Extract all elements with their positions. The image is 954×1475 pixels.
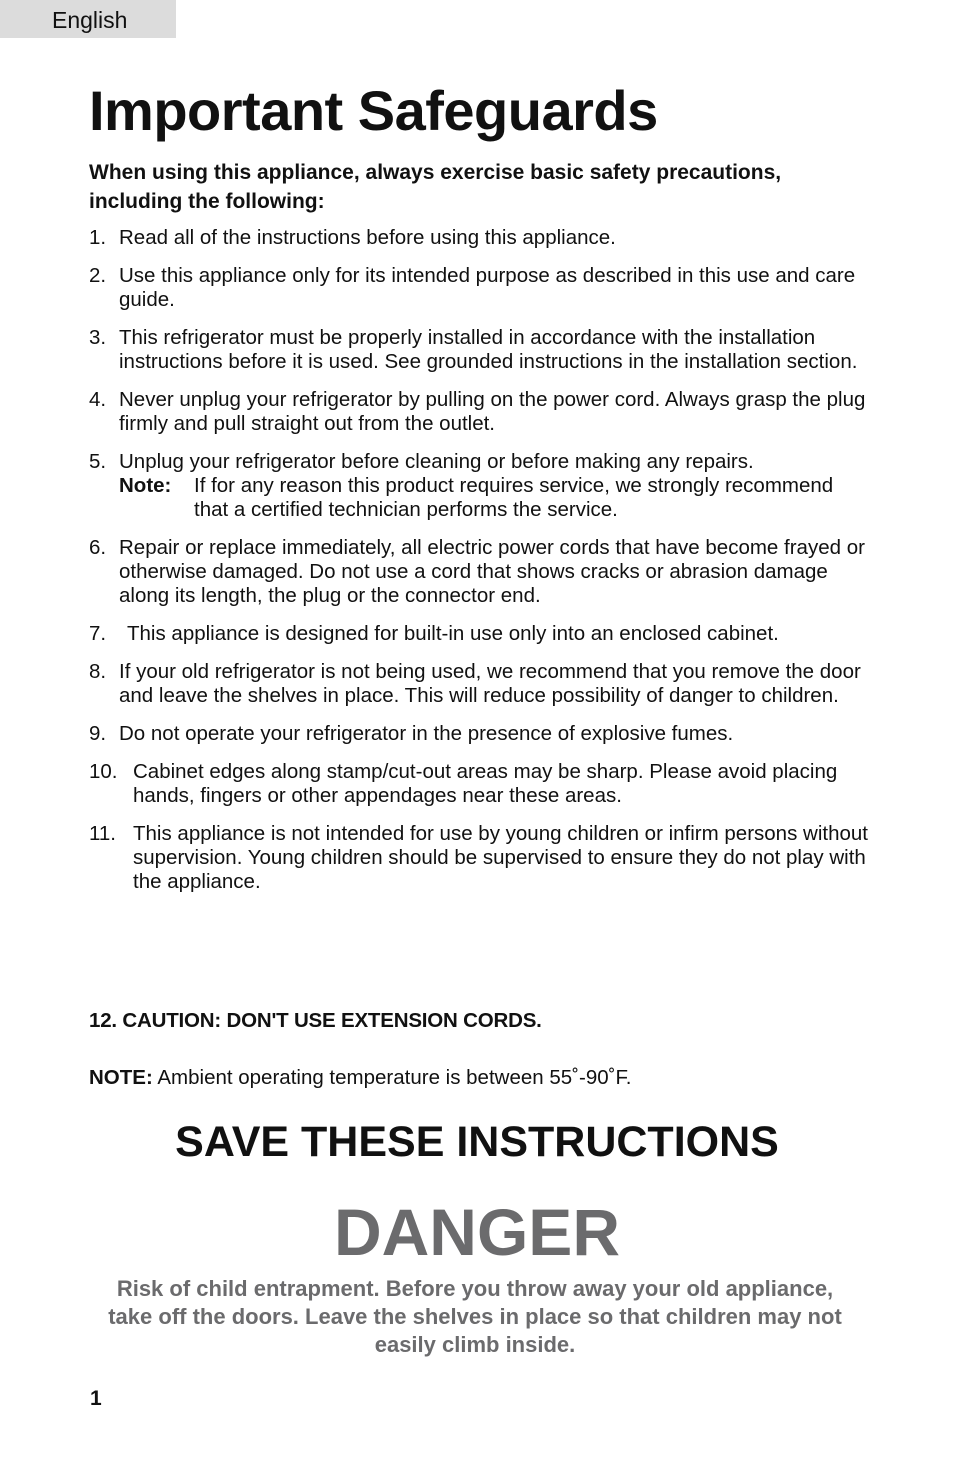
temperature-note [89,1065,631,1091]
item-number: 10. [89,760,118,783]
language-tab [0,0,176,38]
item-number: 1. [89,226,107,249]
item-text: Never unplug your refrigerator by pulling on the power cord. Always grasp the plug firmly and pull straight out from the outlet. [119,388,866,435]
list-item [89,226,869,250]
list-item [89,388,869,436]
note-label: Note: [119,474,172,497]
item-text: Repair or replace immediately, all electric power cords that have become frayed or otherwise damaged. Do not use a cord that shows cracks or abrasion damage along its length, the plug or the connector end. [119,536,865,607]
caution-line: 12. CAUTION: DON'T USE EXTENSION CORDS. [89,1009,542,1032]
item-text: Use this appliance only for its intended purpose as described in this use and care guide. [119,264,856,311]
item-number: 6. [89,536,107,559]
page-number: 1 [90,1387,102,1410]
item-number: 4. [89,388,107,411]
item-body [119,450,869,522]
item-text: Read all of the instructions before using this appliance. [119,226,616,249]
item-text: If your old refrigerator is not being used, we recommend that you remove the door and leave the shelves in place. This will reduce possibility of danger to children. [119,660,861,707]
item-number: 11. [89,822,116,845]
list-item [89,822,869,894]
page-title: Important Safeguards [89,79,658,142]
safeguard-list [89,226,869,908]
danger-heading: DANGER [333,1195,620,1269]
note-label: NOTE: [89,1066,153,1089]
list-item [89,622,869,646]
item-number: 5. [89,450,107,473]
service-note [119,474,869,522]
list-item [89,536,869,608]
danger-warning-text: Risk of child entrapment. Before you throw away your old appliance, take off the doors. Leave the shelves in place so that children may not easily climb inside. [108,1276,842,1357]
item-number: 3. [89,326,107,349]
item-text: Cabinet edges along stamp/cut-out areas may be sharp. Please avoid placing hands, fingers or other appendages near these areas. [133,760,838,807]
item-text: This appliance is designed for built-in use only into an enclosed cabinet. [127,622,779,645]
item-number: 2. [89,264,107,287]
list-item [89,760,869,808]
item-text: This appliance is not intended for use by young children or infirm persons without supervision. Young children should be supervised to ensure they do not play with the appliance. [133,822,868,893]
list-item [89,326,869,374]
item-text: Do not operate your refrigerator in the presence of explosive fumes. [119,722,734,745]
list-item [89,660,869,708]
item-number: 9. [89,722,107,745]
item-number: 7. [89,622,107,645]
item-text: This refrigerator must be properly installed in accordance with the installation instructions before it is used. See grounded instructions in the installation section. [119,326,858,373]
list-item [89,722,869,746]
intro-text: When using this appliance, always exercise basic safety precautions, including the following: [89,161,782,213]
note-text: Ambient operating temperature is between 55˚-90˚F. [157,1066,632,1089]
item-text: Unplug your refrigerator before cleaning or before making any repairs. [119,450,754,473]
list-item [89,264,869,312]
language-label: English [52,7,128,33]
item-number: 8. [89,660,107,683]
save-instructions-heading: SAVE THESE INSTRUCTIONS [175,1118,779,1166]
note-text: If for any reason this product requires service, we strongly recommend that a certified technician performs the service. [194,474,834,521]
list-item [89,450,869,522]
